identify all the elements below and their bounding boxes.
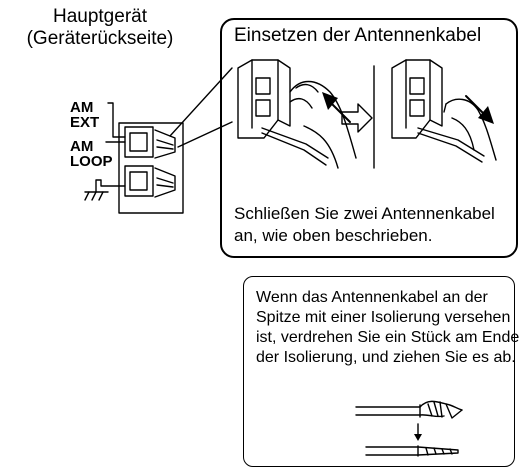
ground-icon bbox=[85, 192, 108, 200]
note-line4: der Isolierung, und ziehen Sie es ab. bbox=[256, 349, 516, 366]
callout-body bbox=[234, 203, 495, 247]
callout-leader-bottom bbox=[178, 122, 232, 147]
am-ext-label-line2: EXT bbox=[70, 114, 100, 131]
main-unit-title: Hauptgerät bbox=[52, 6, 147, 27]
callout-body-line1: Schließen Sie zwei Antennenkabel bbox=[234, 204, 495, 223]
terminal-block bbox=[119, 123, 183, 213]
callout-title: Einsetzen der Antennenkabel bbox=[234, 25, 482, 46]
callout-body-line2: an, wie oben beschrieben. bbox=[234, 226, 433, 245]
note-text bbox=[256, 288, 519, 368]
connector-insert-illustration bbox=[238, 60, 356, 168]
am-ext-label-line1: AM bbox=[70, 99, 94, 116]
am-loop-label-line1: AM bbox=[70, 138, 94, 155]
note-line2: Spitze mit einer Isolierung versehen bbox=[256, 309, 511, 326]
main-unit-subtitle: (Geräterückseite) bbox=[26, 28, 174, 49]
am-loop-label-line2: LOOP bbox=[70, 153, 113, 170]
note-line3: ist, verdrehen Sie ein Stück am Ende bbox=[256, 329, 520, 346]
note-line1: Wenn das Antennenkabel an der bbox=[256, 289, 488, 306]
